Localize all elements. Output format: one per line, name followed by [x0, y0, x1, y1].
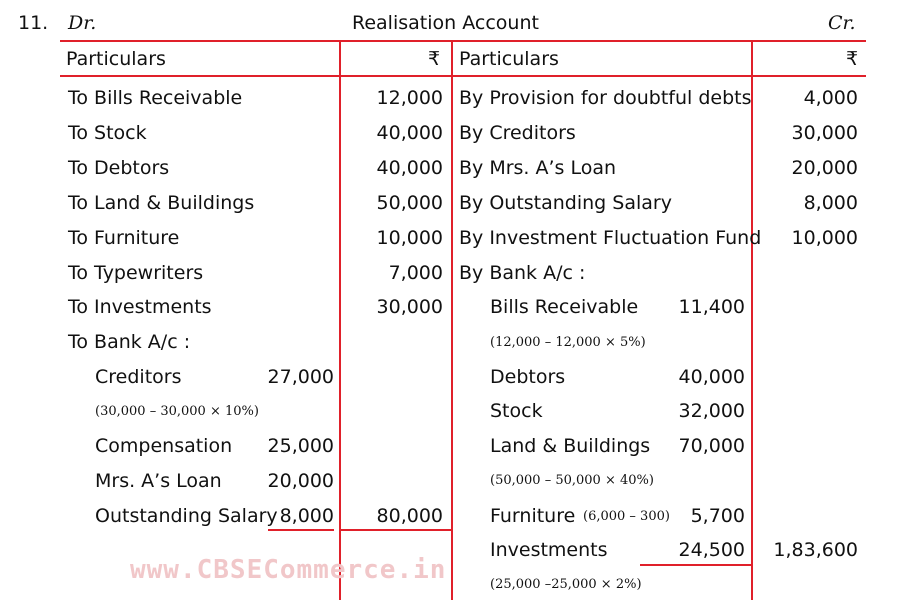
debit-row-label: To Typewriters — [68, 262, 204, 284]
credit-bank-item-amount: 24,500 — [678, 539, 745, 561]
credit-row-amount: 10,000 — [791, 227, 858, 249]
question-number: 11. — [18, 12, 49, 34]
credit-investments-note: (25,000 –25,000 × 2%) — [490, 577, 642, 592]
credit-row-label: By Outstanding Salary — [459, 192, 672, 214]
credit-bank-item-label: Debtors — [490, 366, 566, 388]
debit-row-label: To Furniture — [68, 227, 180, 249]
credit-bank-item-amount: 32,000 — [678, 400, 745, 422]
credit-furniture-note: (6,000 – 300) — [583, 509, 670, 524]
credit-row-amount: 8,000 — [803, 192, 858, 214]
header-particulars-right: Particulars — [459, 48, 559, 70]
debit-creditors-note: (30,000 – 30,000 × 10%) — [95, 404, 259, 419]
debit-amount-divider — [339, 40, 341, 600]
credit-amount-divider — [751, 40, 753, 600]
debit-row-label: To Investments — [68, 296, 212, 318]
debit-bank-item-amount: 8,000 — [279, 505, 334, 527]
credit-bank-item-amount: 40,000 — [678, 366, 745, 388]
debit-row-amount: 50,000 — [376, 192, 443, 214]
account-title: Realisation Account — [352, 12, 539, 34]
header-currency-left: ₹ — [428, 48, 441, 70]
dr-label: Dr. — [68, 12, 97, 34]
debit-bank-item-label: Compensation — [95, 435, 233, 457]
header-bottom-rule — [60, 75, 866, 77]
credit-bank-total: 1,83,600 — [773, 539, 858, 561]
header-particulars-left: Particulars — [66, 48, 166, 70]
debit-row-amount: 10,000 — [376, 227, 443, 249]
debit-row-amount: 7,000 — [388, 262, 443, 284]
credit-bank-heading: By Bank A/c : — [459, 262, 586, 284]
cr-label: Cr. — [828, 12, 856, 34]
debit-bank-item-amount: 20,000 — [267, 470, 334, 492]
credit-bank-item-label: Stock — [490, 400, 543, 422]
debit-row-label: To Stock — [68, 122, 147, 144]
debit-total-rule — [339, 529, 451, 531]
header-top-rule — [60, 40, 866, 42]
header-currency-right: ₹ — [846, 48, 859, 70]
credit-bank-item-label: Investments — [490, 539, 608, 561]
debit-row-label: To Land & Buildings — [68, 192, 255, 214]
credit-row-amount: 30,000 — [791, 122, 858, 144]
debit-bank-item-amount: 27,000 — [267, 366, 334, 388]
watermark: www.CBSECommerce.in — [130, 555, 447, 585]
debit-bank-total: 80,000 — [376, 505, 443, 527]
debit-row-label: To Bills Receivable — [68, 87, 243, 109]
credit-bills-note: (12,000 – 12,000 × 5%) — [490, 335, 646, 350]
credit-row-amount: 20,000 — [791, 157, 858, 179]
credit-row-label: By Provision for doubtful debts — [459, 87, 752, 109]
credit-row-label: By Creditors — [459, 122, 576, 144]
credit-bank-item-amount: 11,400 — [678, 296, 745, 318]
credit-bank-item-label: Bills Receivable — [490, 296, 639, 318]
debit-row-amount: 30,000 — [376, 296, 443, 318]
credit-subtotal-rule — [640, 564, 751, 566]
credit-bank-item-label: Furniture — [490, 505, 576, 527]
debit-subtotal-rule — [268, 529, 334, 531]
debit-row-amount: 40,000 — [376, 157, 443, 179]
credit-bank-item-amount: 70,000 — [678, 435, 745, 457]
debit-bank-item-label: Mrs. A’s Loan — [95, 470, 222, 492]
credit-bank-item-amount: 5,700 — [690, 505, 745, 527]
debit-bank-item-amount: 25,000 — [267, 435, 334, 457]
debit-bank-heading: To Bank A/c : — [68, 331, 191, 353]
debit-row-amount: 12,000 — [376, 87, 443, 109]
credit-row-amount: 4,000 — [803, 87, 858, 109]
debit-bank-item-label: Outstanding Salary — [95, 505, 278, 527]
credit-row-label: By Investment Fluctuation Fund — [459, 227, 762, 249]
debit-row-label: To Debtors — [68, 157, 170, 179]
debit-bank-item-label: Creditors — [95, 366, 182, 388]
credit-row-label: By Mrs. A’s Loan — [459, 157, 617, 179]
center-divider — [451, 40, 453, 600]
credit-land-note: (50,000 – 50,000 × 40%) — [490, 473, 654, 488]
debit-row-amount: 40,000 — [376, 122, 443, 144]
credit-bank-item-label: Land & Buildings — [490, 435, 651, 457]
